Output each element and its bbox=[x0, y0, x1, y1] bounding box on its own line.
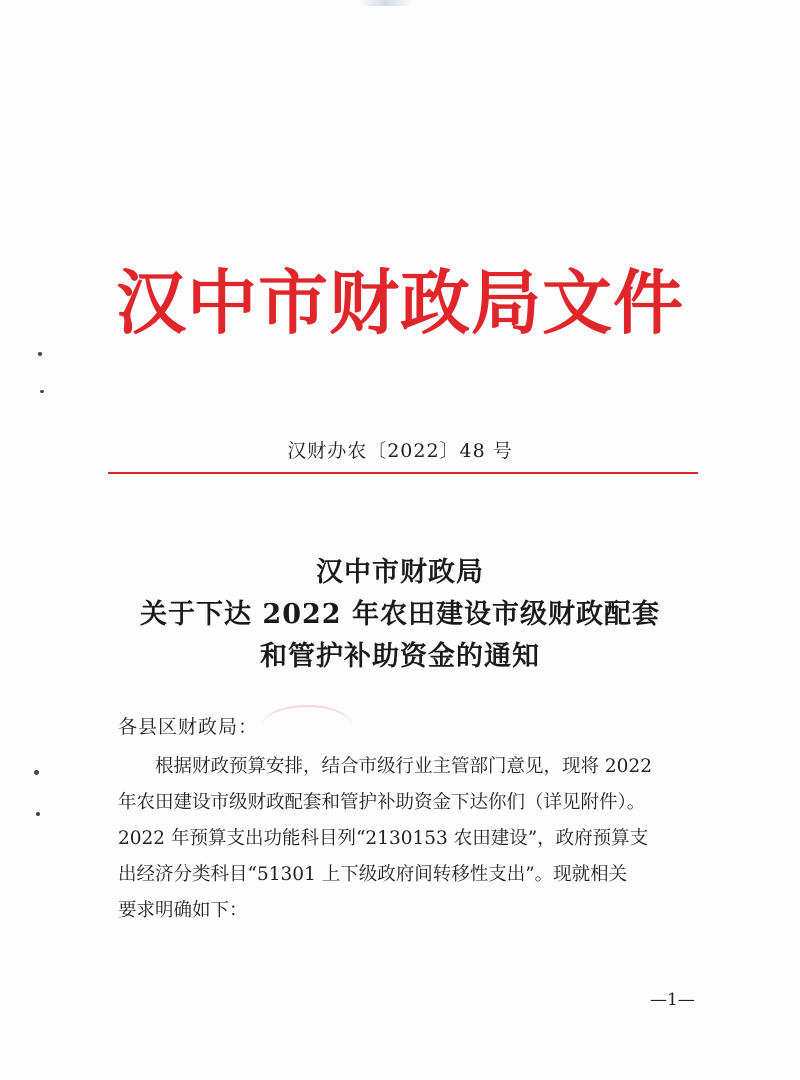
scan-speck bbox=[34, 770, 39, 775]
faint-stamp-mark bbox=[262, 705, 352, 747]
body-line: 根据财政预算安排，结合市级行业主管部门意见，现将 2022 bbox=[155, 756, 652, 777]
document-number: 汉财办农〔2022〕48 号 bbox=[287, 440, 513, 462]
page-number: —1— bbox=[650, 990, 695, 1010]
salutation: 各县区财政局： bbox=[118, 716, 259, 738]
scan-speck bbox=[38, 352, 42, 356]
scan-speck bbox=[36, 812, 40, 816]
notice-title bbox=[0, 552, 800, 678]
body-paragraph bbox=[118, 749, 698, 929]
scan-speck bbox=[40, 390, 44, 393]
scan-mark bbox=[360, 0, 412, 6]
title-line: 汉中市财政局 bbox=[316, 557, 484, 588]
red-divider-line bbox=[108, 472, 698, 474]
body-line: 2022 年预算支出功能科目列“2130153 农田建设”，政府预算支 bbox=[118, 828, 649, 849]
body-line: 出经济分类科目“51301 上下级政府间转移性支出”。现就相关 bbox=[118, 864, 628, 885]
masthead-title: 汉中市财政局文件 bbox=[116, 261, 684, 344]
title-line: 和管护补助资金的通知 bbox=[260, 641, 540, 672]
body-line: 要求明确如下： bbox=[118, 900, 248, 921]
title-line: 关于下达 2022 年农田建设市级财政配套 bbox=[140, 599, 660, 630]
body-line: 年农田建设市级财政配套和管护补助资金下达你们（详见附件）。 bbox=[118, 792, 646, 813]
